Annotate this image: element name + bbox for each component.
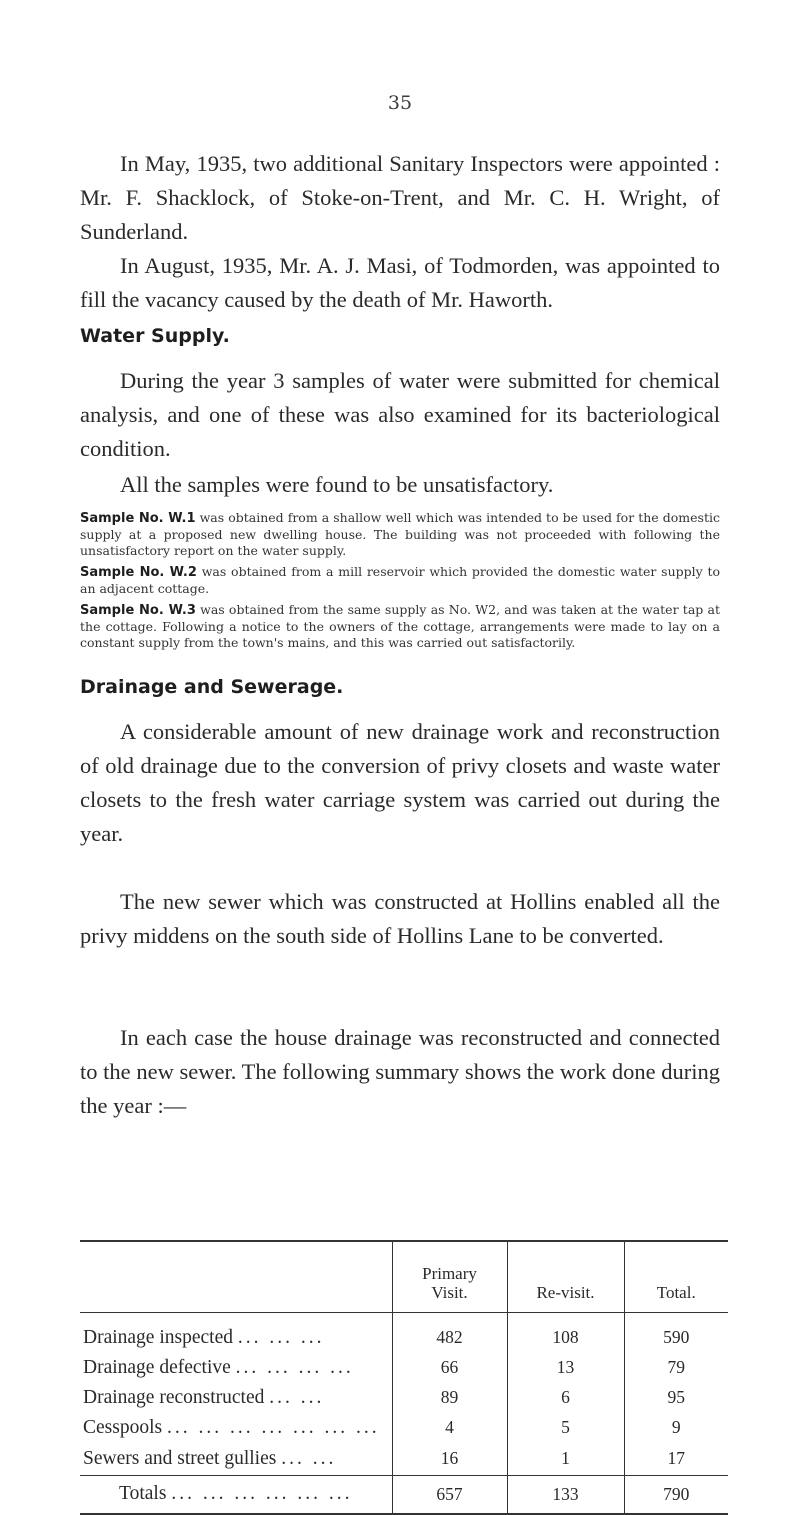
totals-revisit-cell: 133 <box>507 1476 624 1514</box>
row-label: Sewers and street gullies ... ... <box>83 1447 337 1469</box>
revisit-cell: 108 <box>507 1313 624 1353</box>
total-cell: 590 <box>624 1313 728 1353</box>
row-label: Drainage inspected ... ... ... <box>83 1326 325 1348</box>
unsatisfactory-paragraph: All the samples were found to be unsatisfactory. <box>120 472 554 497</box>
table-row <box>80 1383 728 1413</box>
total-cell: 79 <box>624 1353 728 1383</box>
row-label: Cesspools ... ... ... ... ... ... ... <box>83 1416 380 1438</box>
primary-cell: 4 <box>392 1413 507 1443</box>
totals-primary-cell: 657 <box>392 1476 507 1514</box>
revisit-cell: 13 <box>507 1353 624 1383</box>
water-supply-heading: Water Supply. <box>80 325 230 347</box>
appointment-paragraph: In May, 1935, two additional Sanitary Inspectors were appointed : Mr. F. Shacklock, of Stoke-on-Trent, and Mr. C. H. Wright, of Sunderland. <box>80 151 720 244</box>
sample-w3-note <box>80 602 720 651</box>
totals-row <box>80 1476 728 1514</box>
table-row <box>80 1443 728 1476</box>
hollins-sewer-paragraph: The new sewer which was constructed at Hollins enabled all the privy middens on the south side of Hollins Lane to be converted. <box>80 889 720 948</box>
table-row <box>80 1353 728 1383</box>
header-primary-visit: Primary Visit. <box>392 1241 507 1313</box>
primary-cell: 66 <box>392 1353 507 1383</box>
drainage-heading: Drainage and Sewerage. <box>80 676 344 698</box>
header-total: Total. <box>624 1241 728 1313</box>
sample-w2-text: was obtained from a mill reservoir which provided the domestic water supply to an adjacent cottage. <box>80 564 720 596</box>
total-cell: 95 <box>624 1383 728 1413</box>
sample-w2-note <box>80 564 720 597</box>
summary-intro-paragraph: In each case the house drainage was reconstructed and connected to the new sewer. The following summary shows the work done during the year :— <box>80 1025 720 1118</box>
totals-label: Totals ... ... ... ... ... ... <box>119 1483 353 1505</box>
sample-w1-text: was obtained from a shallow well which was intended to be used for the domestic supply at a proposed new dwelling house. The building was not proceeded with following the unsatisfactory report on the water supply. <box>80 510 720 558</box>
table-header-row <box>80 1241 728 1313</box>
totals-total-cell: 790 <box>624 1476 728 1514</box>
sample-w1-note <box>80 510 720 559</box>
primary-cell: 89 <box>392 1383 507 1413</box>
sample-w1-label: Sample No. W.1 <box>80 511 196 526</box>
vacancy-paragraph: In August, 1935, Mr. A. J. Masi, of Todmorden, was appointed to fill the vacancy caused by the death of Mr. Haworth. <box>80 253 720 312</box>
total-cell: 9 <box>624 1413 728 1443</box>
sample-w3-label: Sample No. W.3 <box>80 603 196 618</box>
header-blank <box>80 1241 392 1313</box>
primary-cell: 16 <box>392 1443 507 1476</box>
page-number: 35 <box>387 92 413 114</box>
sample-w2-label: Sample No. W.2 <box>80 565 197 580</box>
header-revisit: Re-visit. <box>507 1241 624 1313</box>
table-row <box>80 1313 728 1353</box>
water-samples-paragraph: During the year 3 samples of water were submitted for chemical analysis, and one of these was also examined for its bacteriological condition. <box>80 368 720 461</box>
revisit-cell: 5 <box>507 1413 624 1443</box>
row-label: Drainage reconstructed ... ... <box>83 1386 325 1408</box>
sample-w3-text: was obtained from the same supply as No. W2, and was taken at the water tap at the cottage. Following a notice to the owners of the cottage, arrangements were made to lay on a constant supply from the town's mains, and this was carried out satisfactorily. <box>80 602 720 650</box>
drainage-work-paragraph: A considerable amount of new drainage work and reconstruction of old drainage due to the conversion of privy closets and waste water closets to the fresh water carriage system was carried out during the year. <box>80 719 720 846</box>
row-label: Drainage defective ... ... ... ... <box>83 1356 354 1378</box>
primary-cell: 482 <box>392 1313 507 1353</box>
revisit-cell: 1 <box>507 1443 624 1476</box>
drainage-summary-table <box>80 1240 728 1515</box>
revisit-cell: 6 <box>507 1383 624 1413</box>
total-cell: 17 <box>624 1443 728 1476</box>
table-row <box>80 1413 728 1443</box>
